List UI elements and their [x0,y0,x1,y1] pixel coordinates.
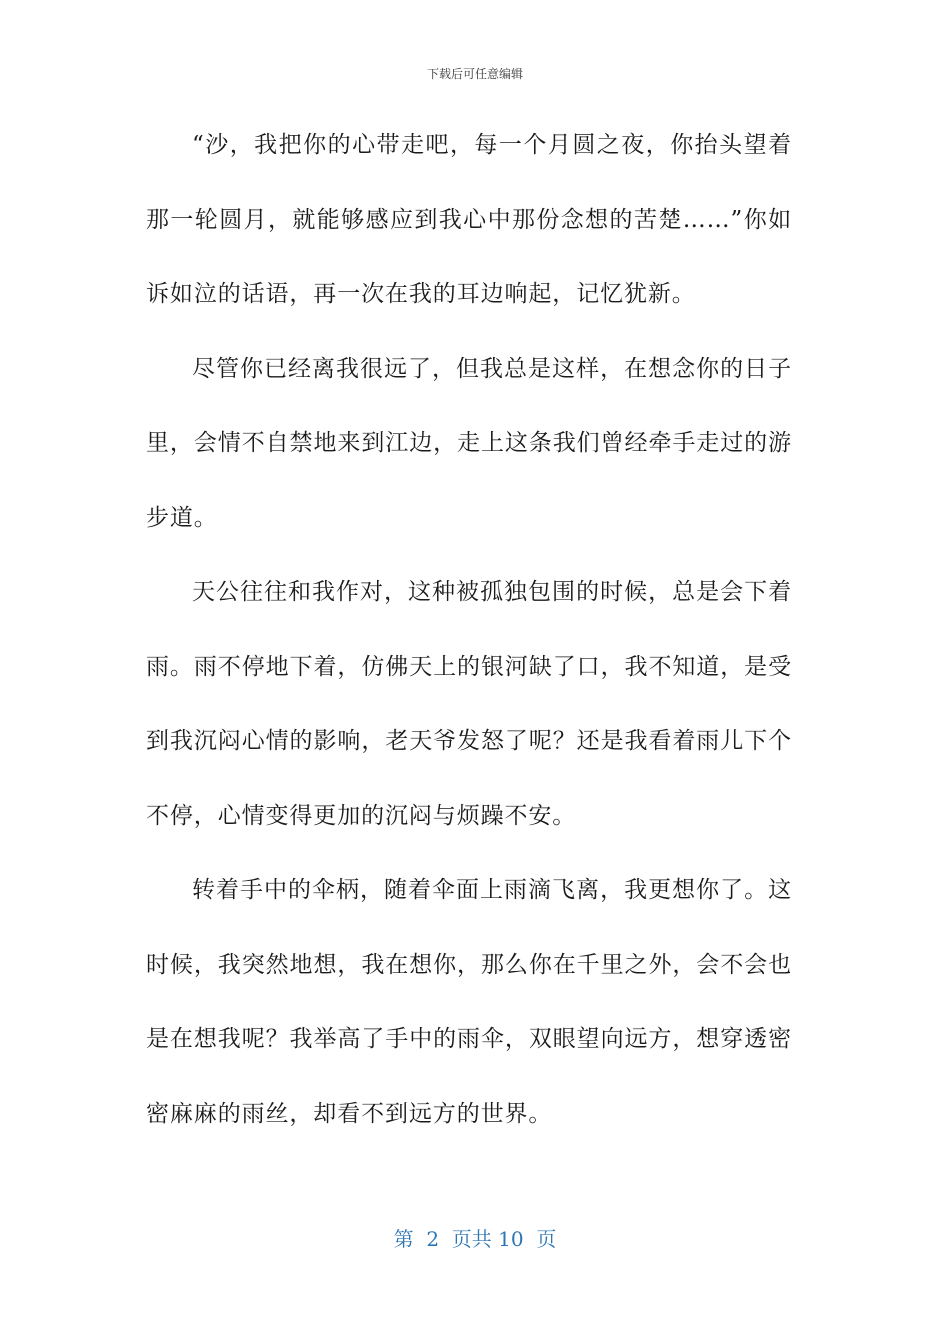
paragraph-2: 尽管你已经离我很远了，但我总是这样，在想念你的日子里，会情不自禁地来到江边，走上这条我们曾经牵手走过的游步道。 [146,355,792,531]
page-number-footer: 第 2 页共 10 页 [393,1227,557,1251]
paragraph-3: 天公往往和我作对，这种被孤独包围的时候，总是会下着雨。雨不停地下着，仿佛天上的银河缺了口，我不知道，是受到我沉闷心情的影响，老天爷发怒了呢？还是我看着雨儿下个不停，心情变得更加的沉闷与烦躁不安。 [146,579,792,829]
paragraph-1: “沙，我把你的心带走吧，每一个月圆之夜，你抬头望着那一轮圆月，就能够感应到我心中那份念想的苦楚……”你如诉如泣的话语，再一次在我的耳边响起，记忆犹新。 [146,132,792,307]
document-body [146,108,792,1151]
paragraph-4: 转着手中的伞柄，随着伞面上雨滴飞离，我更想你了。这时候，我突然地想，我在想你，那么你在千里之外，会不会也是在想我呢？我举高了手中的雨伞，双眼望向远方，想穿透密密麻麻的雨丝，却看不到远方的世界。 [146,877,792,1127]
page-header: 下载后可任意编辑 [426,67,523,81]
